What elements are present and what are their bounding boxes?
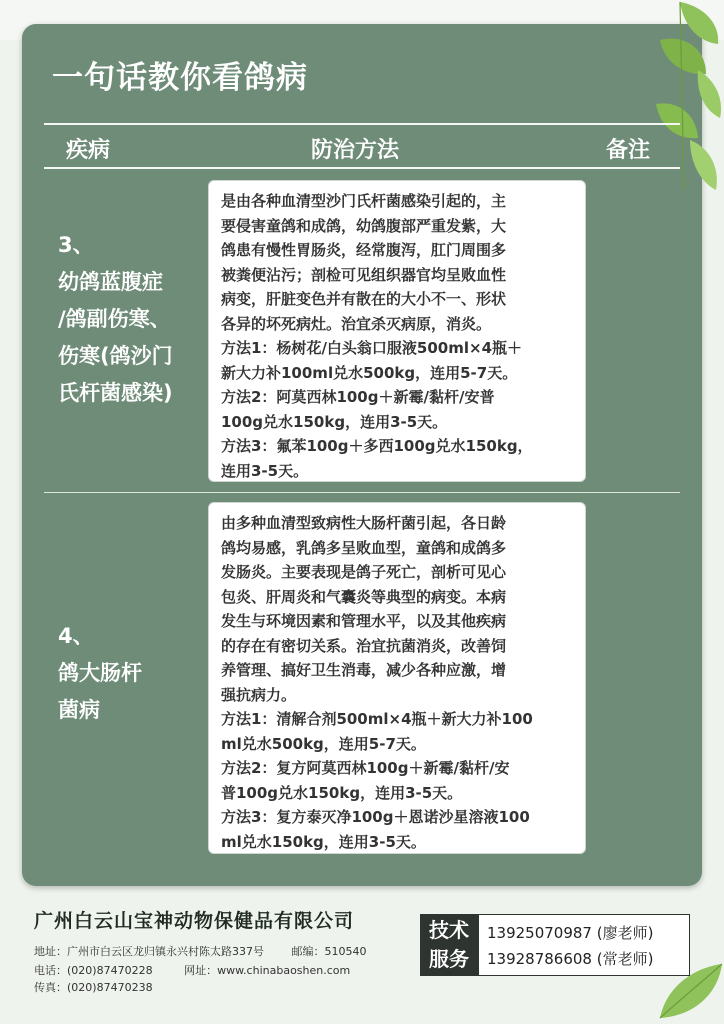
website-text: 网址：www.chinabaoshen.com xyxy=(184,964,351,977)
leaf-decoration-icon xyxy=(640,0,724,200)
service-contacts xyxy=(478,914,690,976)
disease-name: 4、 鸽大肠杆 菌病 xyxy=(58,624,142,722)
table-top-divider xyxy=(44,123,680,125)
header-note: 备注 xyxy=(606,138,651,163)
header-method: 防治方法 xyxy=(311,138,400,163)
footer-address-line xyxy=(34,943,367,959)
table-row-divider xyxy=(44,492,680,493)
page-title: 一句话教你看鸽病 xyxy=(52,60,308,96)
method-text: 由多种血清型致病性大肠杆菌引起，各日龄 鸽均易感，乳鸽多呈败血型，童鸽和成鸽多 发肠炎。主要表现是鸽子死亡，剖析可见心 包炎、肝周炎和气囊炎等典型的病变。本病 发生与环境因素和管理水平，以及其他疾病 的存在有密切关系。治宜抗菌消炎，改善饲 养管理、搞好卫生消毒，减少各种应激，增 强抗病力。 方法1：清解合剂500ml×4瓶＋新大力补100 ml兑水500kg，连用5-7天。 方法2：复方阿莫西林100g＋新霉/黏杆/安 普100g兑水150kg，连用3-5天。 方法3：复方泰灭净100g＋恩诺沙星溶液100 ml兑水150kg，连用3-5天。 xyxy=(208,502,586,854)
tech-service-label: 技术 服务 xyxy=(420,914,478,976)
footer-contact-line xyxy=(34,962,350,978)
company-name: 广州白云山宝神动物保健品有限公司 xyxy=(34,910,355,932)
fax-text: 传真：(020)87470238 xyxy=(34,981,153,994)
method-text: 是由各种血清型沙门氏杆菌感染引起的，主 要侵害童鸽和成鸽，幼鸽腹部严重发紫，大 鸽患有慢性胃肠炎，经常腹泻，肛门周围多 被粪便沾污；剖检可见组织器官均呈败血性 病变，肝脏变色并有散在的大小不一、形状 各异的坏死病灶。治宜杀灭病原，消炎。 方法1：杨树花/白头翁口服液500ml×4瓶＋ 新大力补100ml兑水500kg，连用5-7天。 方法2：阿莫西林100g＋新霉/黏杆/安普 100g兑水150kg，连用3-5天。 方法3：氟苯100g＋多西100g兑水150kg， 连用3-5天。 xyxy=(208,180,586,482)
disease-name: 3、 幼鸽蓝腹症 /鸽副伤寒、 伤寒(鸽沙门 氏杆菌感染) xyxy=(58,233,173,405)
header-disease: 疾病 xyxy=(66,138,111,163)
postcode-text: 邮编：510540 xyxy=(291,945,367,958)
contact-phone: 13925070987 (廖老师) xyxy=(487,924,654,942)
contact-phone: 13928786608 (常老师) xyxy=(487,950,654,968)
phone-text: 电话：(020)87470228 xyxy=(34,964,153,977)
table-header-divider xyxy=(44,167,680,169)
address-text: 地址：广州市白云区龙归镇永兴村陈太路337号 xyxy=(34,945,264,958)
footer-fax-line xyxy=(34,979,153,995)
